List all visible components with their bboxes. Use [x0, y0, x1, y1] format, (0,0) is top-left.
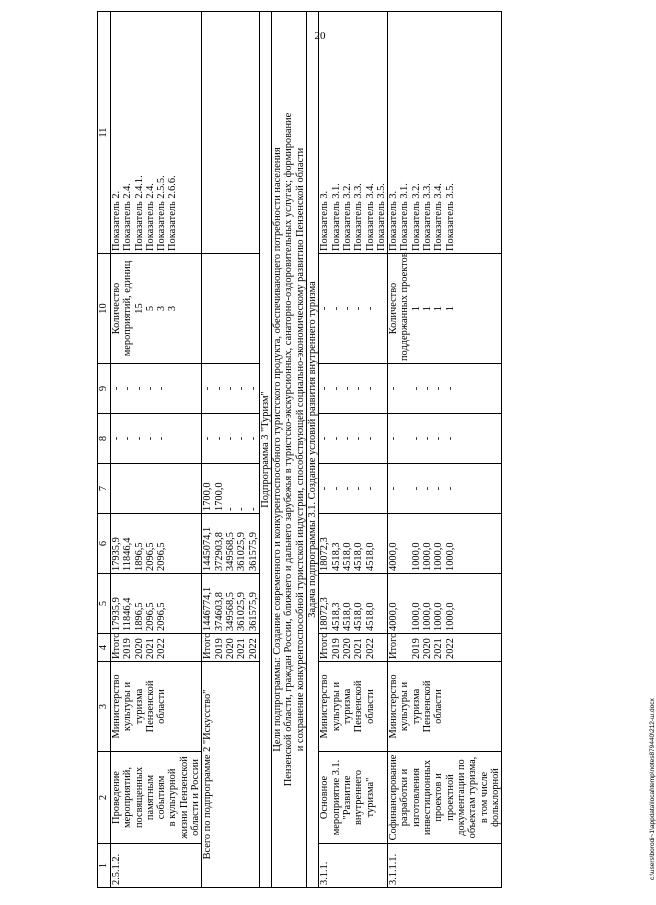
total-cell: 4000,0 1000,0 1000,0 1000,0 1000,0: [388, 574, 502, 634]
federal-cell: - - - - -: [319, 464, 388, 514]
col-number: 10: [98, 254, 111, 364]
years-cell: Итого 2019 2020 2021 2022: [202, 634, 259, 662]
indicator-codes: Показатель 3. Показатель 3.1. Показатель 3.2. Показатель 3.3. Показатель 3.4. Показатель 3.5.: [319, 12, 388, 254]
activity-name: Основное мероприятие 3.1. "Развитие внутреннего туризма": [319, 752, 388, 844]
regional-cell: 17935,9 11846,4 1896,5 2096,5 2096,5: [111, 514, 202, 574]
col-number: 9: [98, 364, 111, 414]
other-cell: - - - - -: [111, 364, 202, 414]
other-cell: - - - - -: [319, 414, 388, 464]
subprogram-task: Задача подпрограммы 3.1. Создание условий развития внутреннего туризма: [307, 12, 319, 888]
other-cell: - - - - -: [111, 414, 202, 464]
other-cell: - - - - -: [319, 364, 388, 414]
federal-cell: - - - - -: [388, 464, 502, 514]
subprogram-title: Подпрограмма 3 "Туризм": [259, 12, 271, 888]
federal-cell: 1700,0 1700,0 - - -: [202, 464, 259, 514]
total-cell: 18072,3 4518,3 4518,0 4518,0 4518,0: [319, 574, 388, 634]
col-number: 4: [98, 634, 111, 662]
indicator-cell: - - - - -: [319, 254, 388, 364]
column-number-row: [98, 12, 111, 888]
regional-cell: 1445074,1 372903,8 349568,5 361025,9 361575,9: [202, 514, 259, 574]
indicator-codes: Показатель 2. Показатель 2.4. Показатель 2.4.1. Показатель 2.4. Показатель 2.5.5. Показатель 2.6.6.: [111, 12, 202, 254]
footer-file-path: c:\users\borodi~1\appdata\local\temp\notes879440\212-ш.docx: [649, 698, 656, 880]
program-table: [97, 11, 502, 888]
activity-name: Проведение мероприятий, посвященных памятным событиям в культурной жизни Пензенской области и России: [111, 752, 202, 844]
other-cell: - - - - -: [202, 364, 259, 414]
page-number: 20: [314, 30, 326, 42]
other-cell: - - - - -: [388, 414, 502, 464]
federal-cell: [111, 464, 202, 514]
rotated-table-sheet: [97, 12, 656, 888]
col-number: 8: [98, 414, 111, 464]
executor: Министерство культуры и туризма Пензенской области: [388, 662, 502, 752]
other-cell: - - - - -: [202, 414, 259, 464]
years-cell: Итого 2019 2020 2021 2022: [319, 634, 388, 662]
total-cell: 17935,9 11846,4 1896,5 2096,5 2096,5: [111, 574, 202, 634]
total-cell: 1446774,1 374603,8 349568,5 361025,9 361575,9: [202, 574, 259, 634]
subprogram-title-row: [259, 12, 271, 888]
executor: Министерство культуры и туризма Пензенской области: [111, 662, 202, 752]
indicator-cell: Количество мероприятий, единиц 15 5 3 3: [111, 254, 202, 364]
table-row-2512: [111, 12, 202, 888]
table-row-3111: [388, 12, 502, 888]
regional-cell: 18072,3 4518,3 4518,0 4518,0 4518,0: [319, 514, 388, 574]
indicator-cell: Количество поддержанных проектов 1 1 1 1: [388, 254, 502, 364]
subprogram-goal: Цели подпрограммы: Создание современного и конкурентоспособного туристского продукта, обеспечивающего потребности населения Пензенской области, граждан России, ближнего и дальнего зарубежья в туристско-экскурсионных, санаторно-оздоровительных услугах; формирование и сохранение конкурентоспособной туристской индустрии, способствующей социально-экономическому развитию Пензенской области: [272, 12, 307, 888]
subprogram-goal-row: [272, 12, 307, 888]
regional-cell: 4000,0 1000,0 1000,0 1000,0 1000,0: [388, 514, 502, 574]
row-number: 3.1.1.: [319, 844, 388, 888]
col-number: 3: [98, 662, 111, 752]
col-number: 2: [98, 752, 111, 844]
indicator-codes: [202, 12, 259, 254]
row-number: 2.5.1.2.: [111, 844, 202, 888]
col-number: 6: [98, 514, 111, 574]
subtotal-label: Всего по подпрограмме 2 "Искусство": [202, 662, 259, 888]
other-cell: - - - - -: [388, 364, 502, 414]
executor: Министерство культуры и туризма Пензенской области: [319, 662, 388, 752]
activity-name: Софинансирование разработки и изготовления инвестиционных проектов и проектной документации по объектам туризма, в том числе фольклорной: [388, 752, 502, 844]
years-cell: Итого 2019 2020 2021 2022: [388, 634, 502, 662]
indicator-cell: [202, 254, 259, 364]
years-cell: Итого 2019 2020 2021 2022: [111, 634, 202, 662]
indicator-codes: Показатель 3. Показатель 3.1. Показатель 3.2. Показатель 3.3. Показатель 3.4. Показатель 3.5.: [388, 12, 502, 254]
col-number: 11: [98, 12, 111, 254]
row-number: 3.1.1.1.: [388, 844, 502, 888]
col-number: 1: [98, 844, 111, 888]
col-number: 7: [98, 464, 111, 514]
table-row-311: [319, 12, 388, 888]
subtotal-row: [202, 12, 259, 888]
subprogram-task-row: [307, 12, 319, 888]
col-number: 5: [98, 574, 111, 634]
